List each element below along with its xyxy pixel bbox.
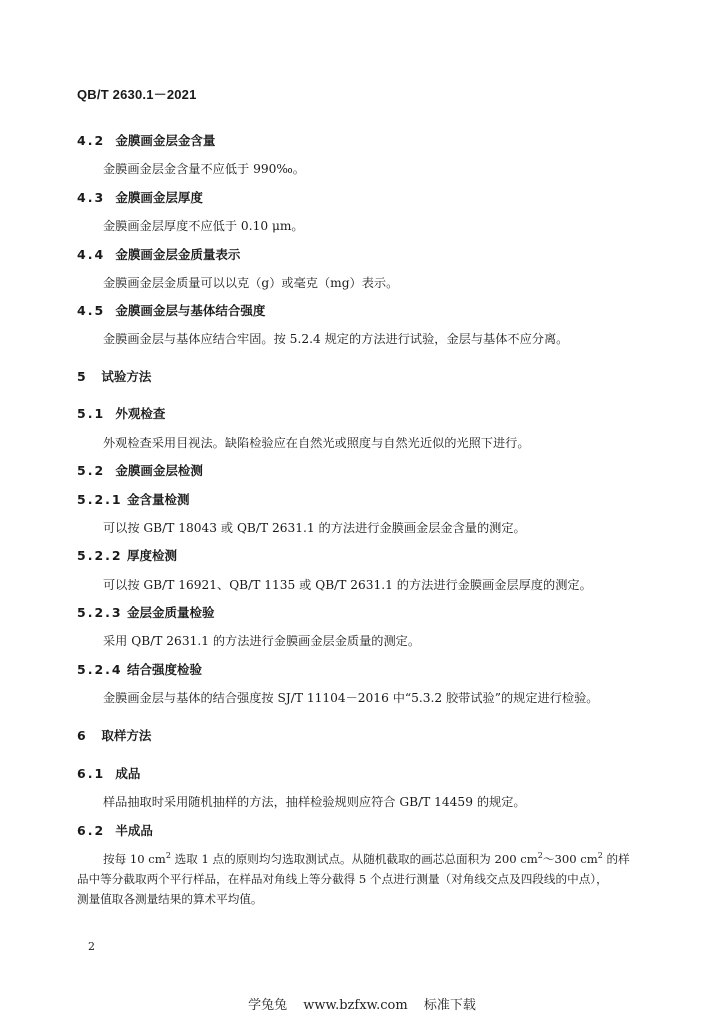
paragraph-5-2-2: 可以按 GB/T 16921、QB/T 1135 或 QB/T 2631.1 的方法进行金膜画金层厚度的测定。 (103, 578, 592, 592)
text-run: 的样 (602, 852, 630, 866)
heading-title: 成品 (115, 766, 141, 781)
superscript: 2 (165, 851, 171, 861)
heading-4-5 (77, 302, 265, 320)
paragraph-6-2-line-3: 测量值取各测量结果的算术平均值。 (77, 892, 263, 906)
footer-site-name: 学兔兔 (248, 998, 288, 1013)
heading-6-1 (77, 765, 140, 783)
heading-title: 取样方法 (101, 728, 152, 743)
heading-number: 4.3 (77, 190, 106, 205)
heading-number: 5 (77, 369, 88, 384)
heading-5-2-1 (77, 491, 189, 509)
heading-4-4 (77, 246, 240, 264)
heading-5 (77, 368, 151, 386)
paragraph-4-5: 金膜画金层与基体应结合牢固。按 5.2.4 规定的方法进行试验，金层与基体不应分离。 (103, 332, 569, 346)
heading-number: 5.1 (77, 406, 106, 421)
paragraph-5-2-3: 采用 QB/T 2631.1 的方法进行金膜画金层金质量的测定。 (103, 634, 421, 648)
watermark-footer (0, 994, 724, 1013)
heading-6-2 (77, 822, 153, 840)
heading-4-3 (77, 189, 203, 207)
paragraph-5-2-4: 金膜画金层与基体的结合强度按 SJ/T 11104－2016 中“5.3.2 胶带试验”的规定进行检验。 (103, 691, 599, 705)
heading-number: 4.4 (77, 247, 106, 262)
heading-number: 4.2 (77, 133, 106, 148)
heading-number: 5.2.3 (77, 605, 123, 620)
heading-title: 外观检查 (115, 406, 166, 421)
footer-tagline: 标准下载 (423, 998, 476, 1013)
superscript: 2 (597, 851, 603, 861)
heading-number: 6.2 (77, 823, 106, 838)
text-run: 选取 1 点的原则均匀选取测试点。从随机截取的画芯总面积为 200 cm (170, 852, 538, 866)
heading-title: 金膜画金层金含量 (115, 133, 216, 148)
paragraph-6-2-line-2: 品中等分截取两个平行样品，在样品对角线上等分截得 5 个点进行测量（对角线交点及四段线的中点）， (77, 872, 608, 886)
heading-number: 5.2.1 (77, 492, 123, 507)
heading-6 (77, 727, 151, 745)
paragraph-6-2-line-1 (103, 850, 630, 868)
heading-5-2-4 (77, 661, 202, 679)
heading-5-2-2 (77, 547, 177, 565)
heading-title: 金膜画金层金质量表示 (115, 247, 241, 262)
heading-number: 5.2.2 (77, 548, 123, 563)
heading-title: 结合强度检验 (126, 662, 202, 677)
paragraph-4-3: 金膜画金层厚度不应低于 0.10 μm。 (103, 219, 304, 233)
heading-number: 5.2 (77, 463, 106, 478)
paragraph-5-1: 外观检查采用目视法。缺陷检验应在自然光或照度与自然光近似的光照下进行。 (103, 436, 530, 450)
heading-title: 金层金质量检验 (126, 605, 215, 620)
paragraph-5-2-1: 可以按 GB/T 18043 或 QB/T 2631.1 的方法进行金膜画金层金含量的测定。 (103, 521, 526, 535)
superscript: 2 (537, 851, 543, 861)
heading-title: 金膜画金层与基体结合强度 (115, 303, 266, 318)
heading-5-1 (77, 405, 165, 423)
heading-title: 半成品 (115, 823, 153, 838)
text-run: ～300 cm (542, 852, 598, 866)
heading-title: 金膜画金层厚度 (115, 190, 203, 205)
heading-5-2 (77, 462, 203, 480)
heading-4-2 (77, 132, 215, 150)
heading-title: 金含量检测 (126, 492, 190, 507)
heading-number: 6.1 (77, 766, 106, 781)
document-code-header: QB/T 2630.1－2021 (77, 87, 197, 102)
heading-5-2-3 (77, 604, 214, 622)
paragraph-4-2: 金膜画金层金含量不应低于 990‰。 (103, 162, 305, 176)
paragraph-4-4: 金膜画金层金质量可以以克（g）或毫克（mg）表示。 (103, 276, 399, 290)
heading-title: 金膜画金层检测 (115, 463, 203, 478)
footer-url[interactable]: www.bzfxw.com (303, 998, 408, 1013)
heading-number: 5.2.4 (77, 662, 123, 677)
heading-title: 厚度检测 (126, 548, 177, 563)
paragraph-6-1: 样品抽取时采用随机抽样的方法，抽样检验规则应符合 GB/T 14459 的规定。 (103, 795, 526, 809)
heading-title: 试验方法 (101, 369, 152, 384)
text-run: 按每 10 cm (103, 852, 166, 866)
heading-number: 4.5 (77, 303, 106, 318)
page-number: 2 (88, 940, 95, 953)
heading-number: 6 (77, 728, 88, 743)
